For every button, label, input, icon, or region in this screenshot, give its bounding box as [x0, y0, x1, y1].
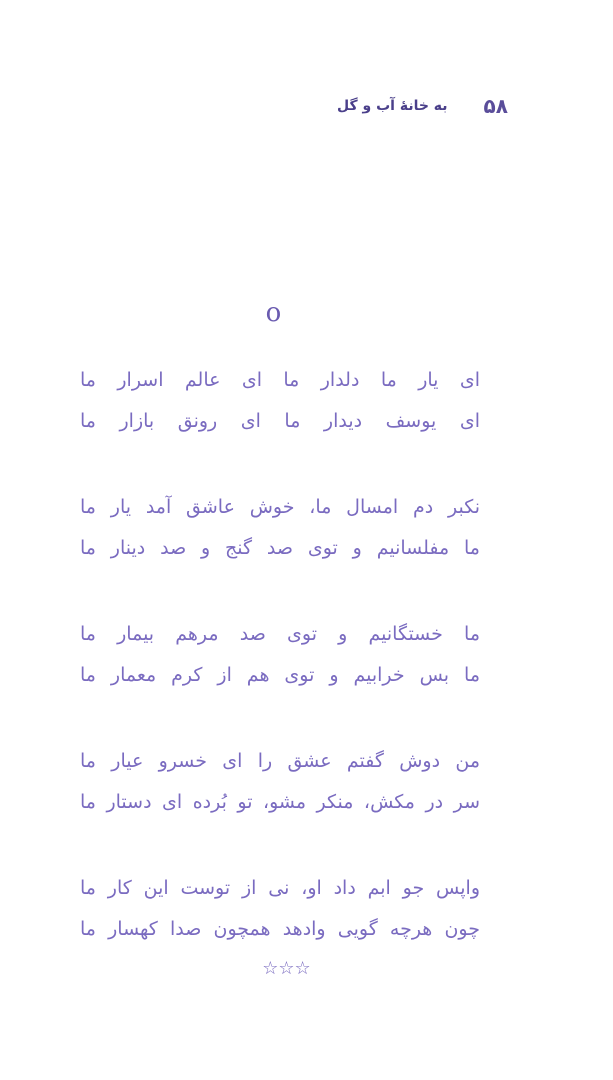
stanza — [80, 868, 480, 950]
verse-line: ای یار ما دلدار ما ای عالم اسرار ما — [80, 369, 480, 391]
stanza — [80, 741, 480, 823]
verse-line: ما بس خرابیم و توی هم از کرم معمار ما — [80, 664, 480, 686]
verse-line: ای یوسف دیدار ما ای رونق بازار ما — [80, 410, 480, 432]
verse-line: ما مفلسانیم و توی صد گنج و صد دینار ما — [80, 537, 480, 559]
star-ornament-icon: ☆☆☆ — [262, 958, 311, 979]
running-head — [337, 92, 537, 120]
verse-line: ما خستگانیم و توی صد مرهم بیمار ما — [80, 623, 480, 645]
verse-line: من دوش گفتم عشق را ای خسرو عیار ما — [80, 750, 480, 772]
verse-line: نکبر دم امسال ما، خوش عاشق آمد یار ما — [80, 496, 480, 518]
verse-line: چون هرچه گویی وادهد همچون صدا کهسار ما — [80, 918, 480, 940]
stanza — [80, 487, 480, 569]
stanza — [80, 360, 480, 442]
stanza — [80, 614, 480, 696]
book-title: به خانهٔ آب و گل — [337, 98, 448, 114]
verse-line: واپس جو ابم داد او، نی از توست این کار ما — [80, 877, 480, 899]
poem-number: o — [265, 298, 282, 328]
poem-body — [80, 360, 480, 995]
verse-line: سر در مکش، منکر مشو، تو بُرده ای دستار ما — [80, 791, 480, 813]
page-number: ۵۸ — [483, 94, 508, 118]
